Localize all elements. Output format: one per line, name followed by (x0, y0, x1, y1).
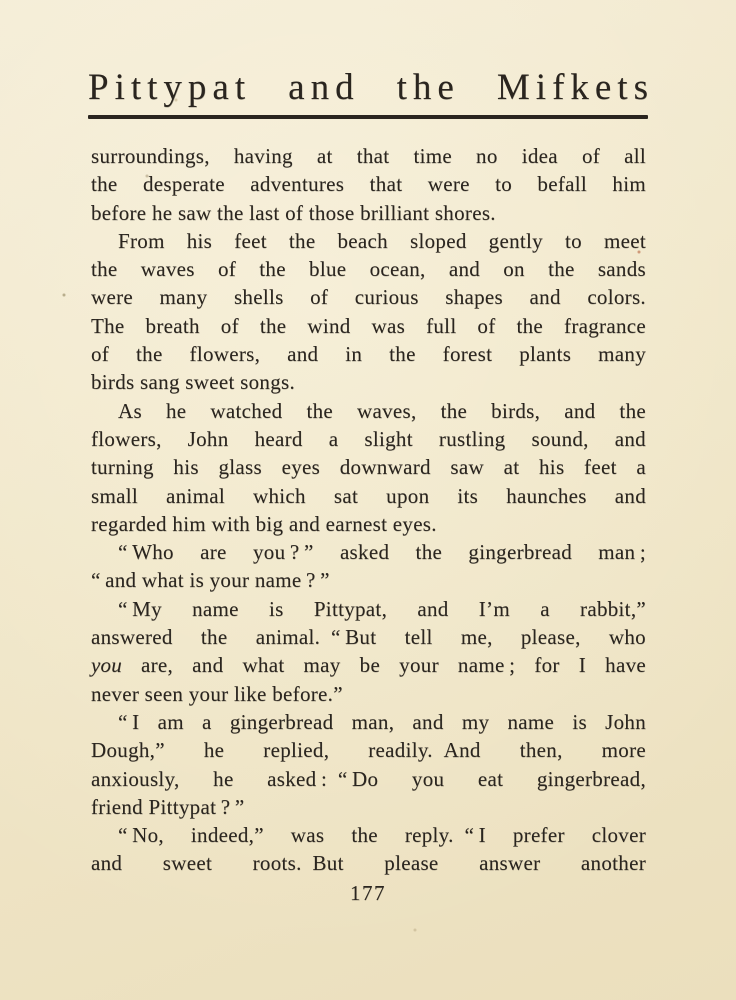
text-line: anxiously, he asked : “ Do you eat gingerbread, (91, 766, 646, 791)
text-line: Dough,” he replied, readily. And then, more (91, 738, 646, 763)
text-line: flowers, John heard a slight rustling sound, and (91, 426, 646, 451)
paragraph (91, 595, 646, 708)
text-line: were many shells of curious shapes and colors. (91, 285, 646, 310)
text-line: you are, and what may be your name ; for I have (91, 653, 646, 678)
paragraph (91, 397, 646, 538)
page-footer (0, 881, 736, 906)
chapter-header (88, 67, 654, 119)
text-line: surroundings, having at that time no idea of all (91, 144, 646, 168)
text-line: “ and what is your name ? ” (91, 568, 330, 593)
paragraph (91, 142, 646, 227)
text-line: “ No, indeed,” was the reply. “ I prefer clover (118, 823, 646, 848)
text-line: “ Who are you ? ” asked the gingerbread man ; (118, 540, 646, 565)
text-line: “ I am a gingerbread man, and my name is John (118, 709, 646, 734)
text-line: friend Pittypat ? ” (91, 794, 245, 819)
text-line: turning his glass eyes downward saw at his feet a (91, 455, 646, 480)
text-line: small animal which sat upon its haunches and (91, 483, 646, 508)
text-line: The breath of the wind was full of the fragrance (91, 313, 646, 338)
page-number: 177 (350, 881, 386, 905)
text-line: birds sang sweet songs. (91, 370, 296, 395)
text-line: As he watched the waves, the birds, and the (118, 398, 646, 423)
title-rule (88, 115, 648, 119)
text-line: of the flowers, and in the forest plants many (91, 342, 646, 367)
paragraph (91, 227, 646, 397)
text-line: the waves of the blue ocean, and on the sands (91, 257, 646, 282)
running-head-title: Pittypat and the Mifkets (88, 67, 654, 108)
paragraph (91, 708, 646, 821)
text-line: “ My name is Pittypat, and I’m a rabbit,” (118, 596, 646, 621)
text-line: and sweet roots. But please answer another (91, 851, 646, 876)
paragraph (91, 821, 646, 878)
text-line: the desperate adventures that were to befall him (91, 172, 646, 197)
paragraph (91, 538, 646, 595)
text-line: answered the animal. “ But tell me, please, who (91, 625, 646, 650)
body-text (91, 142, 646, 878)
text-line: regarded him with big and earnest eyes. (91, 511, 437, 536)
text-line: never seen your like before.” (91, 681, 343, 706)
text-line: before he saw the last of those brilliant shores. (91, 200, 496, 225)
text-line: From his feet the beach sloped gently to meet (118, 228, 646, 253)
